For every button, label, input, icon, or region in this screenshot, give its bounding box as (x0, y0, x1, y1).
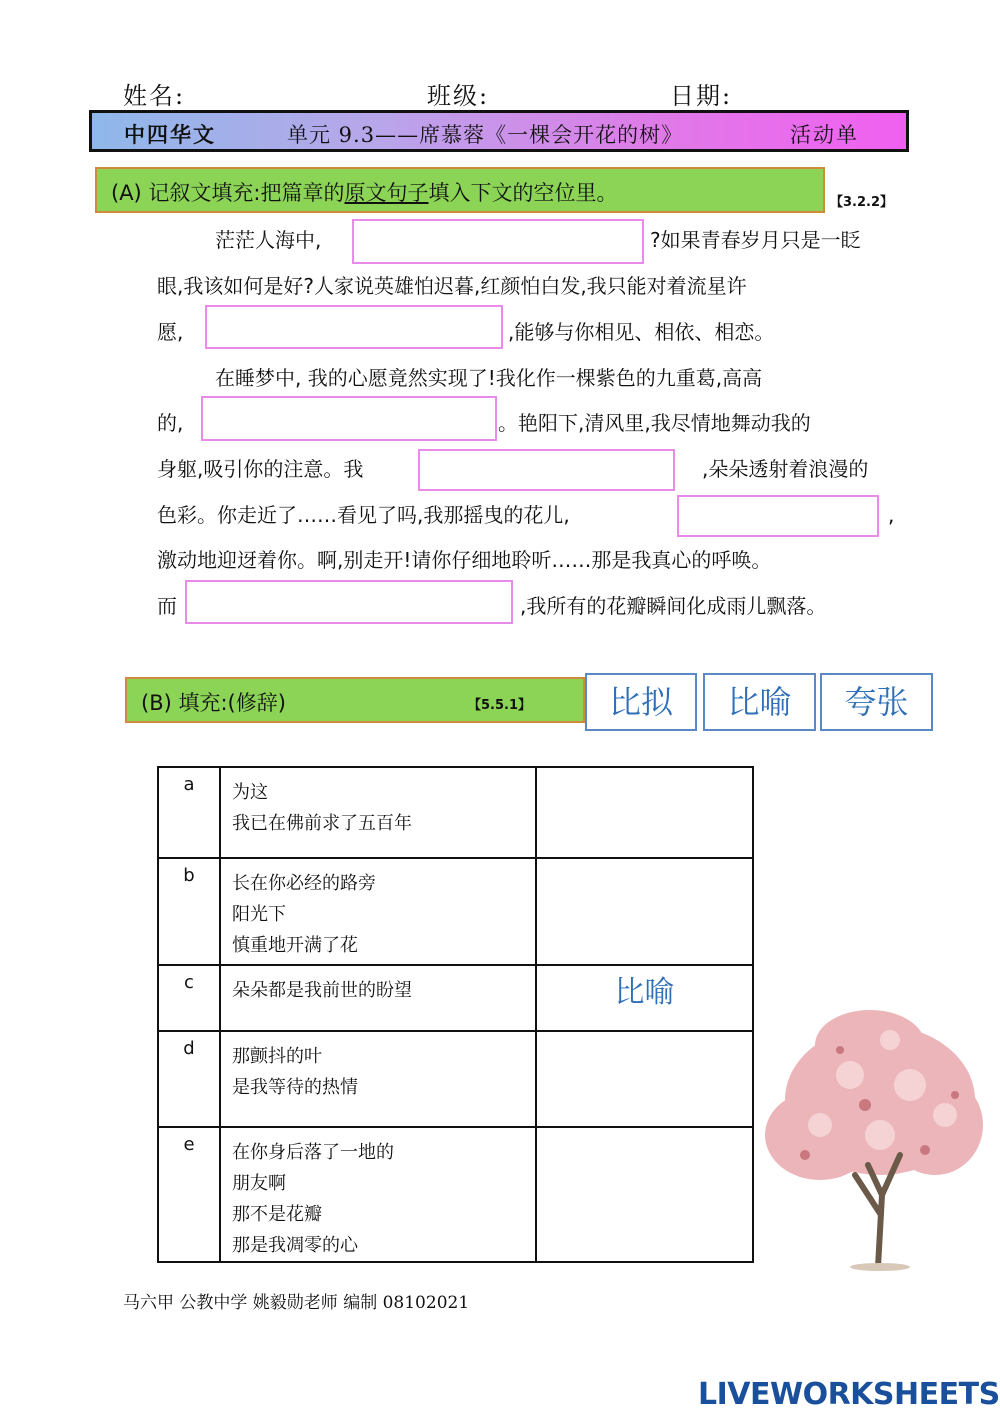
passage-line3a: 愿, (157, 320, 184, 344)
answer-drop-zone[interactable] (536, 858, 753, 965)
table-row (158, 1031, 753, 1127)
passage-line5b: 。艳阳下,清风里,我尽情地舞动我的 (498, 411, 811, 435)
title-bar (89, 110, 909, 152)
table-row (158, 767, 753, 858)
passage-line6b: ,朵朵透射着浪漫的 (702, 457, 869, 481)
row-text (220, 965, 536, 1031)
blank-3-input[interactable] (201, 396, 497, 441)
passage-line6a: 身躯,吸引你的注意。我 (157, 457, 364, 481)
row-line: 阳光下 (232, 904, 286, 925)
row-line: 在你身后落了一地的 (232, 1142, 394, 1163)
row-label: b (158, 858, 220, 965)
row-line: 我已在佛前求了五百年 (232, 813, 412, 834)
answer-drop-zone[interactable] (536, 1031, 753, 1127)
passage-line9b: ,我所有的花瓣瞬间化成雨儿飘落。 (520, 594, 827, 618)
option-hyperbole[interactable]: 夸张 (820, 673, 933, 731)
table-row (158, 1127, 753, 1262)
row-line: 那是我凋零的心 (232, 1235, 358, 1256)
row-line: 那不是花瓣 (232, 1204, 322, 1225)
worksheet-type: 活动单 (790, 123, 859, 147)
blank-2-input[interactable] (205, 305, 503, 349)
row-text (220, 858, 536, 965)
table-row (158, 858, 753, 965)
passage-line8: 激动地迎迓着你。啊,别走开!请你仔细地聆听……那是我真心的呼唤。 (157, 548, 772, 572)
passage-line2: 眼,我该如何是好?人家说英雄怕迟暮,红颜怕白发,我只能对着流星许 (157, 274, 747, 298)
answer-drop-zone[interactable] (536, 767, 753, 858)
answer-drop-zone[interactable]: 比喻 (536, 965, 753, 1031)
liveworksheets-text: LIVEWORKSHEETS (698, 1377, 1000, 1412)
row-label: a (158, 767, 220, 858)
option-personification[interactable]: 比拟 (585, 673, 697, 731)
passage-line9a: 而 (157, 594, 177, 618)
table-row (158, 965, 753, 1031)
row-text (220, 1127, 536, 1262)
subject-title: 中四华文 (124, 122, 216, 147)
name-label: 姓名: (123, 82, 186, 110)
liveworksheets-logo (698, 1377, 1000, 1412)
section-b-code: 【5.5.1】 (468, 698, 532, 713)
section-b-title: (B) 填充:(修辞) (141, 691, 286, 715)
blank-5-input[interactable] (677, 495, 879, 537)
section-a-suffix: 填入下文的空位里。 (428, 181, 618, 205)
footer-credit: 马六甲 公教中学 姚毅勋老师 编制 08102021 (123, 1293, 470, 1313)
blank-1-input[interactable] (352, 219, 644, 264)
section-a-header (95, 167, 825, 213)
passage-line1b: ?如果青春岁月只是一眨 (650, 228, 861, 252)
passage-line7a: 色彩。你走近了……看见了吗,我那摇曳的花儿, (157, 503, 570, 527)
row-line: 朋友啊 (232, 1173, 286, 1194)
row-line: 慎重地开满了花 (232, 935, 358, 956)
row-text (220, 1031, 536, 1127)
row-line: 长在你必经的路旁 (232, 873, 376, 894)
passage-line4: 在睡梦中, 我的心愿竟然实现了!我化作一棵紫色的九重葛,高高 (215, 366, 763, 390)
passage-line1a: 茫茫人海中, (215, 228, 322, 252)
blossom-tree-illustration (760, 1005, 985, 1275)
row-line: 那颤抖的叶 (232, 1046, 322, 1067)
unit-title: 单元 9.3——席慕蓉《一棵会开花的树》 (287, 123, 684, 147)
section-a-prefix: (A) 记叙文填充:把篇章的 (111, 181, 345, 205)
blank-6-input[interactable] (185, 580, 513, 624)
row-line: 为这 (232, 782, 268, 803)
section-a-code: 【3.2.2】 (830, 195, 894, 210)
row-label: c (158, 965, 220, 1031)
row-line: 朵朵都是我前世的盼望 (232, 980, 412, 1001)
row-label: e (158, 1127, 220, 1262)
rhetoric-table (157, 766, 754, 1263)
blank-4-input[interactable] (418, 449, 675, 491)
row-line: 是我等待的热情 (232, 1077, 358, 1098)
passage-line7b: , (888, 503, 895, 527)
row-label: d (158, 1031, 220, 1127)
class-label: 班级: (427, 82, 490, 110)
passage-line5a: 的, (157, 411, 184, 435)
answer-drop-zone[interactable] (536, 1127, 753, 1262)
section-a-underlined: 原文句子 (344, 181, 429, 205)
option-metaphor[interactable]: 比喻 (703, 673, 816, 731)
passage-line3b: ,能够与你相见、相依、相恋。 (508, 320, 775, 344)
row-text (220, 767, 536, 858)
date-label: 日期: (670, 82, 733, 110)
